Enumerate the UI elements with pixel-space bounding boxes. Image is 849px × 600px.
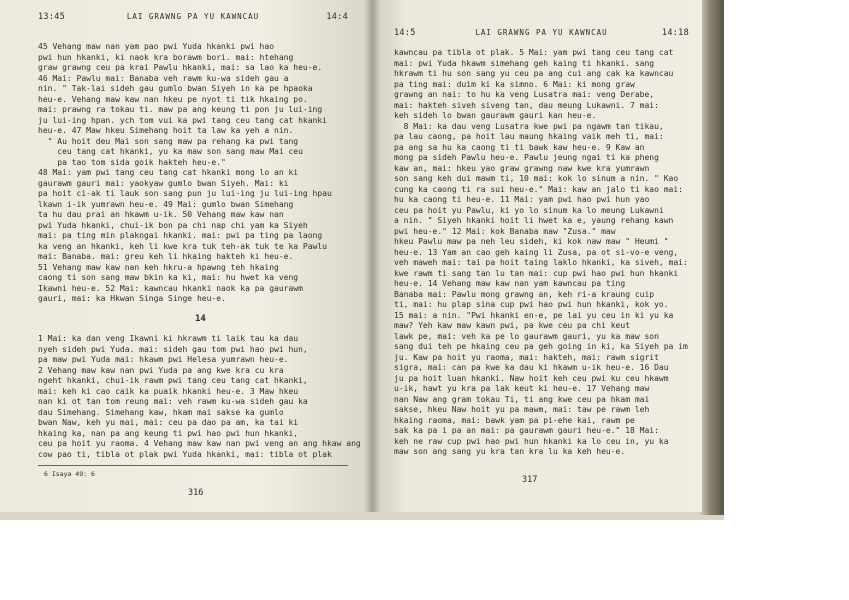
footnote: 6 Isaya 49: 6 — [44, 470, 95, 478]
text-line: pa hoit ci-ak ti lauk son sang pun ju lui-ing ju lui-ing hpau — [38, 189, 332, 198]
text-line: lawk pe, mai: veh ka pe lo gaurawm gauri, yu ka maw son — [394, 331, 659, 341]
text-line: ceu pa hoit yu Pawlu, ki yo lo sinum ka lo meung Lukawni — [394, 205, 664, 215]
right-page — [372, 0, 702, 512]
text-line: bwan Naw, keh yu mai, mai: ceu pa dao pa am, ka tai ki — [38, 418, 299, 427]
text-line: veh maweh mai: tai pa hoit taing laklo hkanki, ka siveh, mai: — [394, 258, 688, 267]
left-page-header — [38, 12, 348, 24]
text-line: heu-e. 47 Maw hkeu Simehang hoit ta law ka yeh a nin. — [38, 126, 294, 135]
book-gutter — [364, 0, 380, 512]
text-line: 1 Mai: ka dan veng Ikawni ki hkrawm ti laik tau ka dau — [38, 334, 299, 343]
text-line: kaw an, mai: hkeu yao graw grawng naw kwe kra yumrawn — [394, 163, 650, 173]
text-line: 48 Mai: yam pwi tang ceu tang cat hkanki mong lo an ki — [38, 168, 299, 177]
text-line: 2 Vehang maw kaw nan pwi Yuda pa ang kwe kra cu kra — [38, 365, 284, 375]
text-line: hkrawm ti hu son sang yu ceu pa ang cui ang cak ka kawncau — [394, 69, 674, 78]
text-line: ngeht hkanki, chui-ik rawm pwi tang ceu tang cat hkanki, — [38, 376, 308, 385]
text-line: 46 Mai: Pawlu mai: Banaba veh rawm ku-wa sideh gau a — [38, 73, 289, 83]
left-page-text-top — [38, 42, 332, 305]
text-line: heu-e. Vehang maw kaw nan hkeu pe nyot ti tik hkaing po. — [38, 94, 308, 104]
text-line: heu-e. 14 Vehang maw kaw nan yam kawncau pa ting — [394, 279, 626, 288]
footnote-divider — [38, 465, 348, 466]
left-page-text-bottom — [38, 334, 361, 460]
left-header-title: LAI GRAWNG PA YU KAWNCAU — [126, 12, 260, 21]
text-line: ju. Kaw pa hoit yu raoma, mai: hakteh, mai: rawm sigrit — [394, 352, 659, 362]
text-line: caong ti son sang maw bkin ka ki, mai: hu hwet ka veng — [38, 273, 299, 282]
text-line: Ikawni heu-e. 52 Mai: kawncau hkanki naok ka pa gaurawm — [38, 283, 303, 293]
text-line: ceu tang cat hkanki, yu ka maw son sang maw Mai ceu — [38, 147, 303, 156]
text-line: nan Naw ang gram tokau Ti, ti ang kwe ceu pa hkam mai — [394, 394, 650, 404]
text-line: son sang keh dui mawm ti, 10 mai: kok lo sinum a nin. " Kao — [394, 174, 679, 183]
text-line: 8 Mai: ka dau veng Lusatra kwe pwi pa ngawm tan tikau, — [394, 121, 664, 131]
text-line: hkeu Pawlu maw pa neh leu sideh, ki kok naw maw " Heumi " — [394, 237, 669, 246]
text-line: dau Simehang. Simehang kaw, hkam mai sakse ka gumlo — [38, 407, 284, 417]
text-line: ti, mai: hu plap sina cup pwi hao pwi hun hkanki, kok yo. — [394, 300, 669, 309]
text-line: cung ka caong ti ra sui heu-e." Mai: kaw an jalo ti kao mai: — [394, 184, 683, 194]
left-header-verse-end: 14:4 — [326, 12, 348, 22]
text-line: sang dui teh pe hkaing ceu pa geh going in ki, ka Siyeh pa im — [394, 342, 688, 351]
text-line: grawng an nai: to hu ka veng Lusatra mai: veng Derabe, — [394, 90, 655, 99]
text-line: nan ki ot tan tom reung mai: veh rawm ku-wa sideh gau ka — [38, 397, 308, 406]
text-line: ju lui-ing hpan. ych tom vui ka pwi tang ceu tang cat hkanki — [38, 115, 327, 125]
right-page-text — [394, 48, 688, 458]
text-line: gaurawm gauri mai: yaokyaw gumlo bwan Siyeh. Mai: ki — [38, 178, 289, 188]
text-line: 15 mai: a nin. "Pwi hkanki en-e, pe lai yu ceu in ki yu ka — [394, 310, 674, 320]
right-page-header — [394, 28, 689, 40]
text-line: sak ka pa i pa an mai: pa gaurawm gauri heu-e." 18 Mai: — [394, 426, 659, 435]
text-line: keh sideh lo bwan gaurawm gauri kan heu-e. — [394, 111, 597, 120]
text-line: hkaing raoma, mai: bawk yam pa pi-ehe kai, rawm pe — [394, 415, 635, 425]
text-line: maw son ang sang yu kra tan kra lu ka keh heu-e. — [394, 447, 626, 456]
text-line: graw grawng ceu pa krai Pawlu hkanki, mai: sa lao ka heu-e. — [38, 63, 323, 72]
text-line: pwi heu-e." 12 Mai: kok Banaba maw "Zusa." maw — [394, 226, 616, 236]
text-line: kwe rawm ti sang tan lu tan mai: cup pwi hao pwi hun hkanki — [394, 268, 679, 278]
text-line: hu ka caong ti heu-e. 11 Mai: yam pwi hao pwi hun yao — [394, 195, 650, 204]
text-line: keh ne raw cup pwi hao pwi hun hkanki ka lo ceu in, yu ka — [394, 436, 669, 446]
text-line: 45 Vehang maw nan yam pao pwi Yuda hkanki pwi hao — [38, 42, 275, 51]
text-line: mai: prawng ra tokau ti. maw pa ang keung ti pon ju lui-ing — [38, 105, 323, 114]
text-line: nin. " Tak-lai sideh gau gumlo bwan Siyeh in ka pe hpaoka — [38, 84, 313, 93]
text-line: gauri, mai: ka Hkwan Singa Singe heu-e. — [38, 294, 226, 303]
text-line: ceu pa hoit yu raoma. 4 Vehang maw kaw nan pwi veng an ang hkaw ang — [38, 439, 361, 448]
right-header-verse-end: 14:18 — [661, 28, 689, 38]
text-line: a nin. " Siyeh hkanki hoit li hwet ka e, yaung rehang kawn — [394, 216, 674, 225]
text-line: nyeh sideh pwi Yuda. mai: sideh gau tom pwi hao pwi hun, — [38, 344, 308, 354]
chapter-heading: 14 — [195, 314, 206, 324]
left-header-verse-start: 13:45 — [38, 12, 66, 22]
text-line: ka veng an hkanki, keh li kwe kra tuk teh-ak tuk te ka Pawlu — [38, 241, 327, 251]
text-line: mai: Banaba. mai: greu keh li hkaing hakteh ki heu-e. — [38, 252, 294, 261]
text-line: pwi hun hkanki, ki naok kra borawm bori. mai: htehang — [38, 52, 294, 62]
text-line: mai: hakteh siveh siveng tan, dau meung Lukawni. 7 mai: — [394, 100, 659, 110]
text-line: pa ang sa hu ka caong ti ti bawk kaw heu-e. 9 Kaw an — [394, 142, 645, 152]
text-line: pa lau caong, pa hoit lau maung hkaing vaik meh ti, mai: — [394, 132, 664, 141]
text-line: mai: pwi Yuda hkawm simehang geh kaing ti hkanki. sang — [394, 58, 655, 68]
text-line: " Au hoit deu Mai son sang maw pa rehang ka pwi tang — [38, 136, 299, 146]
right-header-verse-start: 14:5 — [394, 28, 416, 38]
text-line: mong pa sideh Pawlu heu-e. Pawlu jeung ngai ti ka pheng — [394, 153, 659, 162]
text-line: sigra, mai: can pa kwe ka dau ki hkawm u-ik heu-e. 16 Dau — [394, 363, 669, 372]
text-line: pa tao tom sida goik hakteh heu-e." — [38, 157, 226, 167]
text-line: kawncau pa tibla ot plak. 5 Mai: yam pwi tang ceu tang cat — [394, 48, 674, 57]
text-line: mai: keh ki cao caik ka puaik hkanki heu-e. 3 Maw hkeu — [38, 386, 299, 396]
left-page — [0, 0, 372, 512]
book-cover-edge — [700, 0, 724, 515]
left-page-number: 316 — [188, 488, 204, 498]
right-page-number: 317 — [522, 475, 538, 485]
text-line: u-ik, hawt yu kra pa lak keut ki heu-e. 17 Vehang maw — [394, 384, 650, 393]
text-line: ju pa hoit luan hkanki. Naw hoit keh ceu pwi ku ceu hkawm — [394, 373, 669, 383]
text-line: sakse, hkeu Naw hoit yu pa mawm, mai: taw pe rawm leh — [394, 405, 650, 414]
text-line: cow pao ti, tibla ot plak pwi Yuda hkanki, mai: tibla ot plak — [38, 449, 332, 459]
text-line: lkawn i-ik yumrawn heu-e. 49 Mai: gumlo bwan Simehang — [38, 199, 294, 209]
right-header-title: LAI GRAWNG PA YU KAWNCAU — [475, 28, 608, 37]
text-line: pa maw pwi Yuda mai: hkawm pwi Helesa yumrawn heu-e. — [38, 355, 289, 364]
text-line: maw? Yeh kaw maw kawn pwi, pa kwe ceu pa chi keut — [394, 321, 631, 330]
text-line: mai: pa ting min plakngai hkanki. mai: pwi pa ting pa laong — [38, 231, 323, 240]
text-line: hkaing ka, nan pa ang keung ti pwi hao pwi hun hkanki, — [38, 428, 299, 438]
text-line: ta hu dau prai an hkawm u-ik. 50 Vehang maw kaw nan — [38, 210, 284, 219]
text-line: heu-e. 13 Yam an cao geh kaing li Zusa, pa ot si-vo-e veng, — [394, 247, 679, 257]
text-line: pa ting mai: duim ki ka simno. 6 Mai: ki mong graw — [394, 79, 635, 89]
text-line: 51 Vehang maw kaw nan keh hkru-a hpawng teh hkaing — [38, 262, 279, 272]
text-line: pwi Yuda hkanki, chui-ik bon pa chi nap chi yam ka Siyeh — [38, 220, 308, 230]
text-line: Banaba mai: Pawlu mong grawng an, keh ri-a kraung cuip — [394, 289, 655, 299]
